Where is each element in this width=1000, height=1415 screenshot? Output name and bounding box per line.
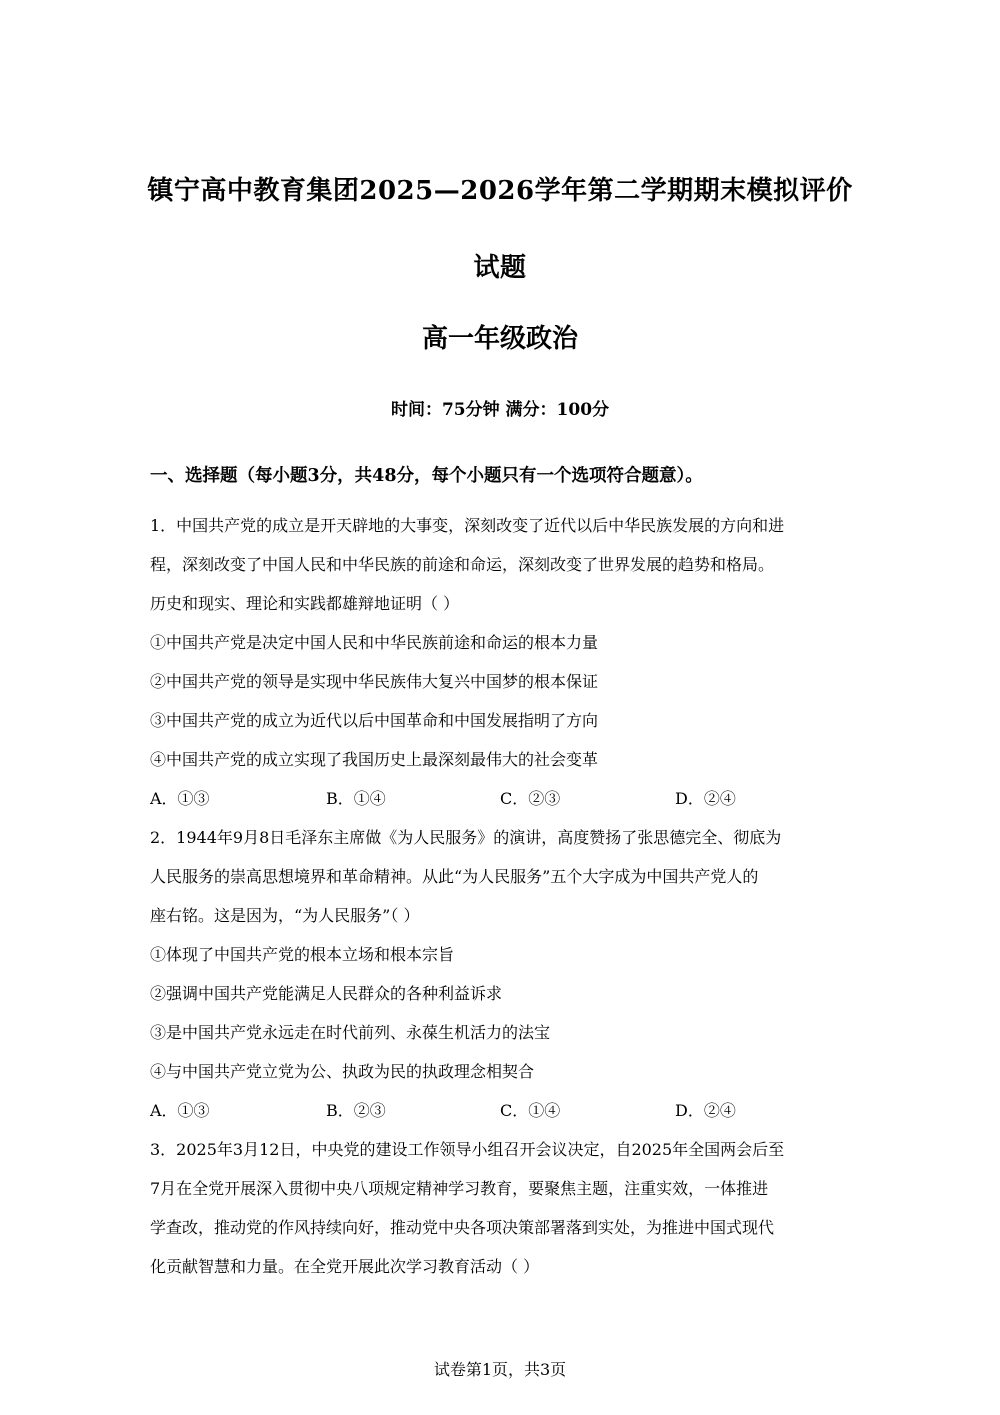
exam-title-line-2: 试题 bbox=[473, 253, 527, 283]
exam-title-line-1: 镇宁高中教育集团2025—2026学年第二学期期末模拟评价 bbox=[147, 176, 853, 206]
choice-b: B．②③ bbox=[326, 1101, 386, 1120]
question-2 bbox=[150, 827, 850, 1139]
choice-c: C．①④ bbox=[500, 1101, 561, 1120]
page-footer: 试卷第1页，共3页 bbox=[433, 1360, 567, 1379]
question-stem-line: 3．2025年3月12日，中央党的建设工作领导小组召开会议决定，自2025年全国两会后至 bbox=[150, 1140, 785, 1159]
choice-d: D．②④ bbox=[675, 789, 736, 808]
question-1 bbox=[150, 515, 850, 827]
question-stem-line: 学查改，推动党的作风持续向好，推动党中央各项决策部署落到实处，为推进中国式现代 bbox=[150, 1218, 775, 1237]
answer-choices bbox=[150, 788, 850, 827]
question-3 bbox=[150, 1139, 850, 1295]
question-stem-line: 程，深刻改变了中国人民和中华民族的前途和命运，深刻改变了世界发展的趋势和格局。 bbox=[150, 555, 775, 574]
question-stem-line: 人民服务的崇高思想境界和革命精神。从此“为人民服务”五个大字成为中国共产党人的 bbox=[150, 867, 759, 886]
answer-choices bbox=[150, 1100, 850, 1139]
statement-option: ④与中国共产党立党为公、执政为民的执政理念相契合 bbox=[150, 1062, 535, 1081]
statement-option: ②中国共产党的领导是实现中华民族伟大复兴中国梦的根本保证 bbox=[150, 672, 599, 691]
statement-option: ①体现了中国共产党的根本立场和根本宗旨 bbox=[150, 945, 455, 964]
statement-option: ①中国共产党是决定中国人民和中华民族前途和命运的根本力量 bbox=[150, 633, 599, 652]
choice-a: A．①③ bbox=[150, 789, 210, 808]
section-heading: 一、选择题（每小题3分，共48分，每个小题只有一个选项符合题意）。 bbox=[150, 466, 703, 486]
choice-a: A．①③ bbox=[150, 1101, 210, 1120]
statement-option: ③中国共产党的成立为近代以后中国革命和中国发展指明了方向 bbox=[150, 711, 599, 730]
question-stem-line: 7月在全党开展深入贯彻中央八项规定精神学习教育，要聚焦主题，注重实效，一体推进 bbox=[150, 1179, 769, 1198]
exam-subtitle: 高一年级政治 bbox=[421, 324, 578, 354]
choice-c: C．②③ bbox=[500, 789, 561, 808]
questions-area bbox=[150, 515, 850, 1295]
question-stem-line: 历史和现实、理论和实践都雄辩地证明（ ） bbox=[150, 594, 460, 613]
question-stem-line: 座右铭。这是因为，“为人民服务”（ ） bbox=[150, 906, 420, 925]
question-stem-line: 2．1944年9月8日毛泽东主席做《为人民服务》的演讲，高度赞扬了张思德完全、彻底为 bbox=[150, 828, 782, 847]
question-stem-line: 1．中国共产党的成立是开天辟地的大事变，深刻改变了近代以后中华民族发展的方向和进 bbox=[150, 516, 785, 535]
statement-option: ④中国共产党的成立实现了我国历史上最深刻最伟大的社会变革 bbox=[150, 750, 599, 769]
choice-b: B．①④ bbox=[326, 789, 386, 808]
statement-option: ②强调中国共产党能满足人民群众的各种利益诉求 bbox=[150, 984, 503, 1003]
statement-option: ③是中国共产党永远走在时代前列、永葆生机活力的法宝 bbox=[150, 1023, 551, 1042]
question-stem-line: 化贡献智慧和力量。在全党开展此次学习教育活动（ ） bbox=[150, 1257, 540, 1276]
exam-time-info: 时间：75分钟 满分：100分 bbox=[390, 400, 610, 420]
choice-d: D．②④ bbox=[675, 1101, 736, 1120]
